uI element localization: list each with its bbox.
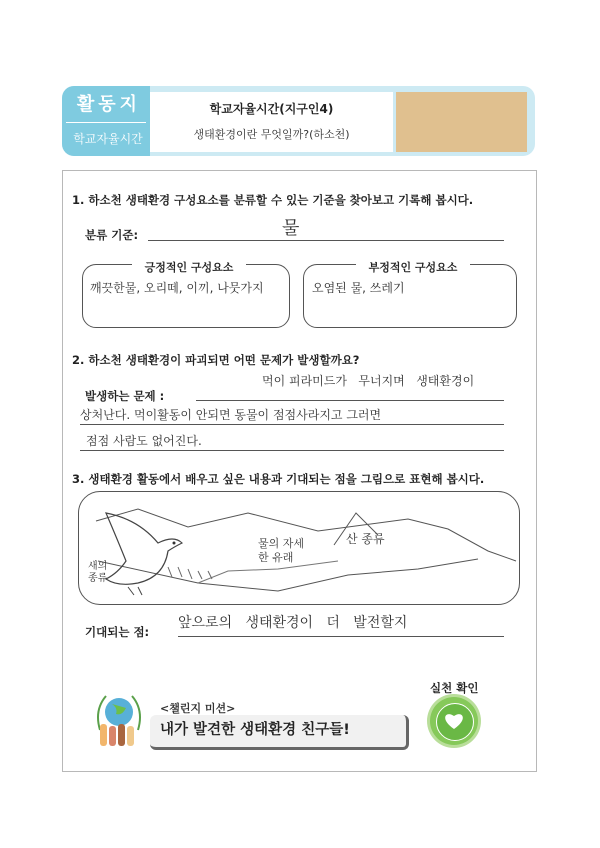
header-divider [66,122,146,123]
header-tag-sub: 학교자율시간 [73,132,143,146]
problem-underline-2 [80,424,504,425]
problem-line-1: 먹이 피라미드가 무너지며 생태환경이 [262,374,475,388]
negative-title: 부정적인 구성요소 [356,259,470,275]
problem-line-3: 점점 사람도 없어진다. [86,434,202,448]
positive-answer: 깨끗한물, 오리떼, 이끼, 나뭇가지 [90,281,264,295]
criteria-underline [148,240,504,241]
negative-answer: 오염된 물, 쓰레기 [312,281,405,295]
drawing-text-mountain: 산 종류 [346,532,385,546]
globe-hands-icon [92,690,146,750]
expect-underline [178,636,504,637]
expect-label: 기대되는 점: [85,625,150,639]
header-tag: 활동지 [76,94,142,115]
problem-underline-3 [80,450,504,451]
page-title: 학교자율시간(지구인4) [209,102,334,116]
drawing-text-bird: 새의 종류 [88,561,108,584]
mission-title: 내가 발견한 생태환경 친구들! [160,722,350,738]
confirm-label: 실천 확인 [430,681,479,695]
mission-tag: <챌린지 미션> [160,702,236,715]
heart-icon [443,711,465,731]
criteria-label: 분류 기준: [85,228,139,242]
problem-underline-1 [196,400,504,401]
problem-label: 발생하는 문제 : [85,389,165,403]
drawing-text-water: 물의 자세한 유래 [258,537,305,564]
header-color-box [396,92,527,152]
question-2: 2. 하소천 생태환경이 파괴되면 어떤 문제가 발생할까요? [72,353,360,367]
page-subtitle: 생태환경이란 무엇일까?(하소천) [193,128,350,141]
question-1: 1. 하소천 생태환경 구성요소를 분류할 수 있는 기준을 찾아보고 기록해 봅시다. [72,193,474,207]
positive-title: 긍정적인 구성요소 [132,259,246,275]
question-3: 3. 생태환경 활동에서 배우고 싶은 내용과 기대되는 점을 그림으로 표현해 봅시다. [72,472,485,486]
expect-answer[interactable]: 앞으로의 생태환경이 더 발전할지 [178,615,408,631]
problem-line-2: 상처난다. 먹이활동이 안되면 동물이 점점사라지고 그러면 [80,408,382,422]
criteria-answer[interactable]: 물 [282,218,300,239]
